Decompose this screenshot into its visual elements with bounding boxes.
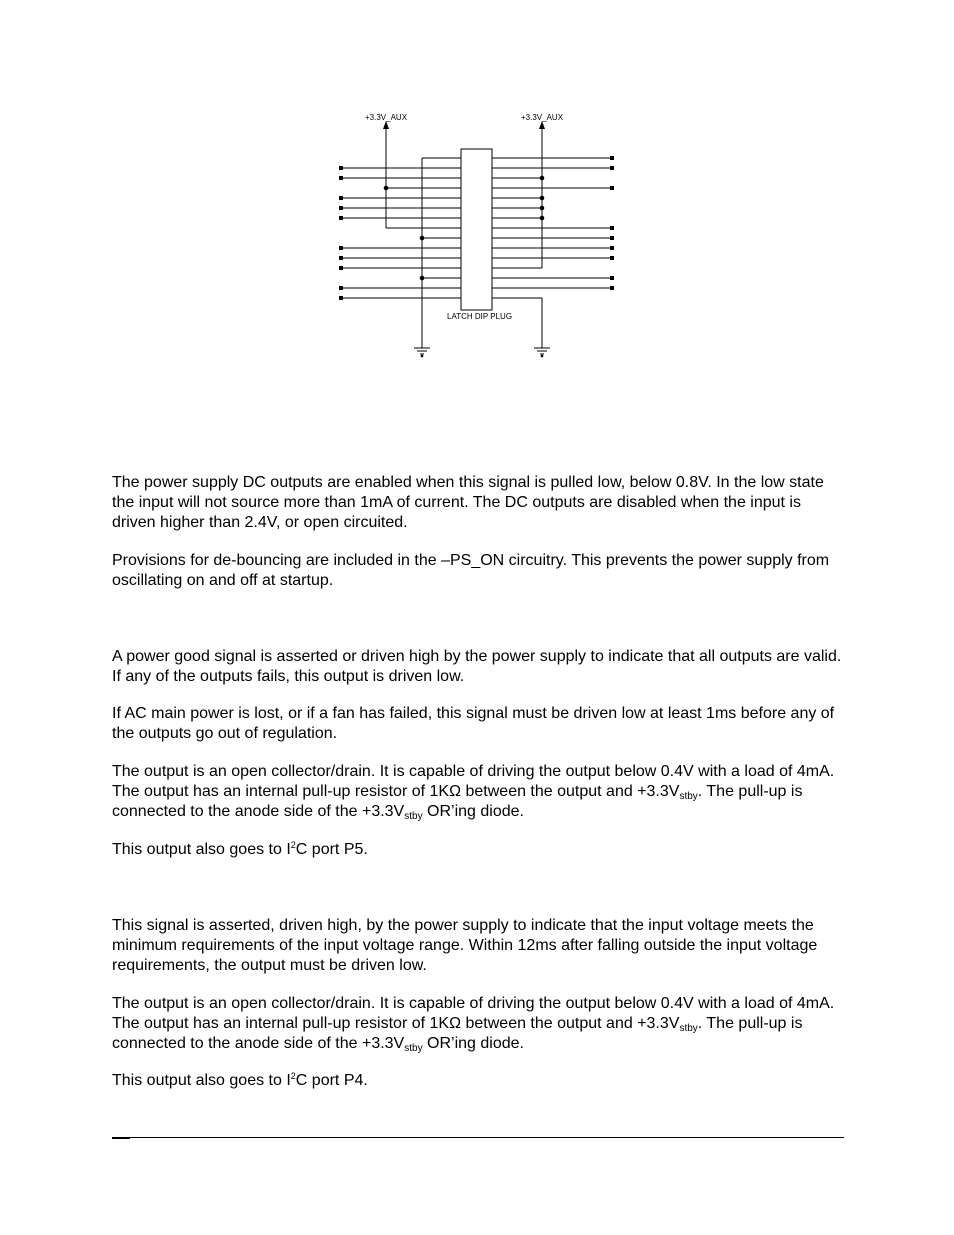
aux-left-label: +3.3V_AUX [365,113,408,122]
pwok-section-4 [112,840,842,860]
acok-paragraph-3: This output also goes to $I^2C$ port P4. [112,1071,368,1089]
acok-section [112,916,842,976]
acok-section-3 [112,1071,842,1091]
pwok-section-2 [112,704,842,744]
pwok-section [112,647,842,687]
footer-mark [112,1137,130,1139]
ps-on-paragraph-1: The power supply DC outputs are enabled when this signal is pulled low, below 0.8V. In the low state the input will not source more than 1mA of current. The DC outputs are disabled when the input is driven higher than 2.4V, or open circuited. [112,474,824,531]
pwok-section-3 [112,762,842,822]
ps-on-paragraph-2: Provisions for de-bouncing are included in the –PS_ON circuitry. This prevents the power supply from oscillating on and off at startup. [112,552,830,589]
ps-on-section-2 [112,551,842,591]
footer-rule [112,1137,844,1138]
dip-plug-body [461,149,492,310]
aux-right-label: +3.3V_AUX [521,113,564,122]
ps-on-section [112,473,842,533]
acok-section-2 [112,994,842,1054]
acok-paragraph-2: The output is an open collector/drain. It is capable of driving the output below 0.4V with a load of 4mA. The output has an internal pull-up resistor of 1KΩ between the output and $+3.3V_{stby}$. The pull-up is connected to the anode side of the $+3.3V_{stby}$ OR’ing diode. [112,995,835,1054]
pwok-paragraph-4: This output also goes to $I^2C$ port P5. [112,840,368,858]
pwok-paragraph-3: The output is an open collector/drain. It is capable of driving the output below 0.4V with a load of 4mA. The output has an internal pull-up resistor of 1KΩ between the output and $+3.3V_{stby}$. The pull-up is connected to the anode side of the $+3.3V_{stby}$ OR’ing diode. [112,763,835,822]
pwok-paragraph-1: A power good signal is asserted or driven high by the power supply to indicate that all outputs are valid. If any of the outputs fails, this output is driven low. [112,648,842,685]
acok-paragraph-1: This signal is asserted, driven high, by the power supply to indicate that the input voltage meets the minimum requirements of the input voltage range. Within 12ms after falling outside the input voltage requirements, the output must be driven low. [112,917,818,974]
dip-plug-label: LATCH DIP PLUG [447,312,513,321]
latch-dip-plug-schematic [0,0,954,380]
pwok-paragraph-2: If AC main power is lost, or if a fan has failed, this signal must be driven low at least 1ms before any of the outputs go out of regulation. [112,705,835,742]
